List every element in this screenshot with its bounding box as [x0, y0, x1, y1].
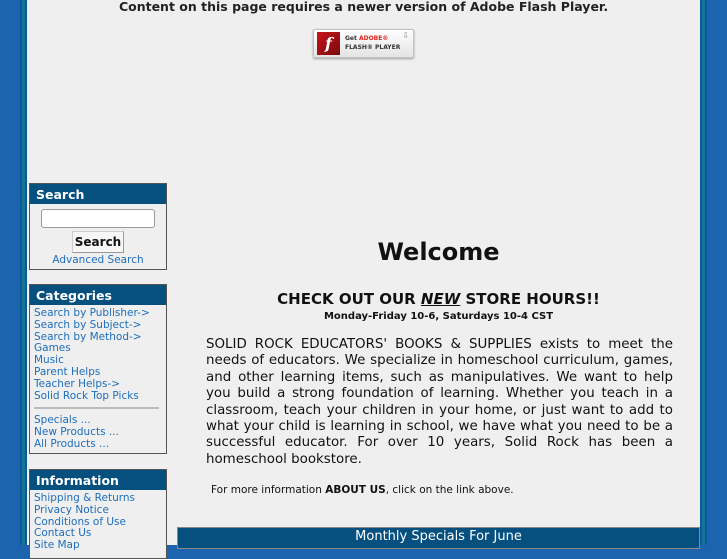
- categories-box: [29, 284, 167, 454]
- category-music[interactable]: Music: [34, 354, 64, 367]
- flash-required-message: Content on this page requires a newer version of Adobe Flash Player.: [118, 0, 609, 14]
- store-hours-heading: [177, 290, 700, 308]
- store-hours-detail: Monday-Friday 10-6, Saturdays 10-4 CST: [323, 311, 554, 322]
- hours-heading-post: STORE HOURS!!: [460, 290, 600, 308]
- advanced-search-link[interactable]: Advanced Search: [52, 254, 144, 266]
- welcome-heading: Welcome: [377, 238, 500, 266]
- information-box: [29, 469, 167, 559]
- category-parent-helps[interactable]: Parent Helps: [34, 365, 101, 378]
- hours-heading-pre: CHECK OUT OUR: [277, 290, 421, 308]
- page-container: [27, 0, 700, 552]
- monthly-specials-header: Monthly Specials For June: [177, 527, 700, 549]
- right-border-decoration: [700, 0, 707, 545]
- about-paragraph: SOLID ROCK EDUCATORS' BOOKS & SUPPLIES exists to meet the needs of educators. We specialize in homeschool curriculum, games, and other learning items, such as manipulatives. We want to help you build a strong foundation of learning. Whether you teach in a classroom, teach your children in your home, or just want to add to what your child is learning in school, we have what you need to be a successful educator. For over 10 years, Solid Rock has been a homeschool bookstore.: [206, 337, 673, 467]
- download-arrow-icon: ⇩: [402, 31, 409, 40]
- category-games[interactable]: Games: [34, 342, 71, 355]
- new-products-link[interactable]: New Products ...: [34, 426, 119, 439]
- categories-divider: [34, 407, 159, 409]
- category-search-by-subject[interactable]: Search by Subject->: [34, 318, 142, 331]
- categories-list: [30, 305, 166, 451]
- flash-get-text: Get: [345, 35, 359, 42]
- more-info-text: [211, 484, 514, 496]
- site-map-link[interactable]: Site Map: [34, 539, 80, 552]
- flash-button-line1: [345, 35, 388, 42]
- more-info-pre: For more information: [211, 484, 326, 496]
- all-products-link[interactable]: All Products ...: [34, 437, 110, 450]
- flash-button-line2: FLASH® PLAYER: [345, 44, 401, 51]
- shipping-returns-link[interactable]: Shipping & Returns: [34, 492, 135, 504]
- privacy-notice-link[interactable]: Privacy Notice: [34, 503, 109, 516]
- conditions-of-use-link[interactable]: Conditions of Use: [34, 515, 126, 528]
- search-box-title: Search: [30, 184, 166, 204]
- specials-link[interactable]: Specials ...: [34, 414, 91, 427]
- category-solid-rock-top-picks[interactable]: Solid Rock Top Picks: [34, 389, 139, 402]
- contact-us-link[interactable]: Contact Us: [34, 527, 92, 540]
- search-box: [29, 183, 167, 270]
- search-button[interactable]: Search: [72, 231, 124, 253]
- information-box-title: Information: [30, 470, 166, 490]
- get-flash-player-button[interactable]: [313, 29, 414, 58]
- more-info-post: , click on the link above.: [385, 484, 514, 496]
- categories-box-title: Categories: [30, 285, 166, 305]
- flash-adobe-text: ADOBE®: [358, 35, 389, 42]
- flash-logo-icon: f: [317, 32, 340, 55]
- hours-heading-new: NEW: [420, 290, 461, 308]
- category-search-by-method[interactable]: Search by Method->: [34, 330, 142, 343]
- category-search-by-publisher[interactable]: Search by Publisher->: [34, 307, 150, 319]
- left-border-decoration: [20, 0, 27, 545]
- information-list: [30, 490, 166, 552]
- category-teacher-helps[interactable]: Teacher Helps->: [34, 377, 121, 390]
- search-input[interactable]: [41, 209, 155, 228]
- about-us-text: ABOUT US: [325, 484, 386, 496]
